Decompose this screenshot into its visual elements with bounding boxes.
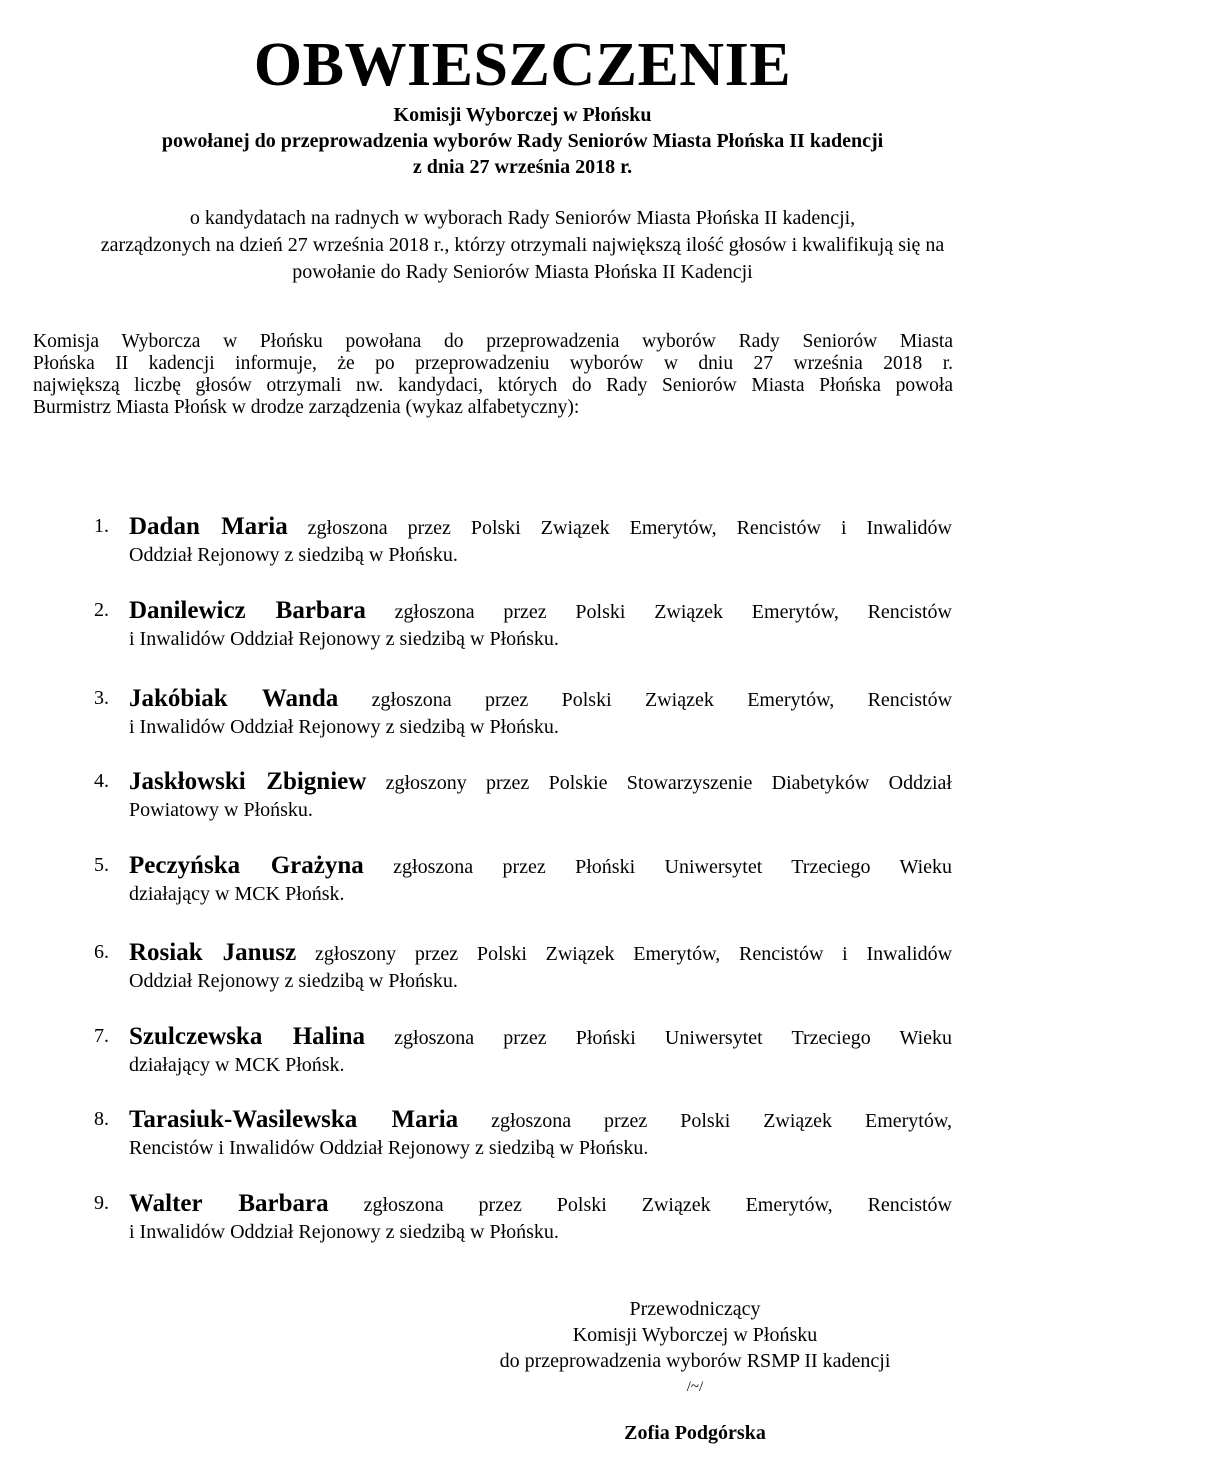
candidate-name: Walter Barbara — [129, 1190, 329, 1217]
candidate-number: 7. — [94, 1025, 109, 1047]
candidate-item — [94, 685, 952, 741]
notice-title: OBWIESZCZENIE — [253, 31, 792, 99]
subject-line: powołanie do Rady Seniorów Miasta Płońska II Kadencji — [292, 261, 753, 283]
candidate-number: 8. — [94, 1108, 109, 1130]
candidate-nomination: zgłoszona przez Płoński Uniwersytet Trzeciego Wieku — [394, 1027, 953, 1049]
candidate-name: Szulczewska Halina — [129, 1023, 365, 1050]
intro-line: Komisja Wyborcza w Płońsku powołana do przeprowadzenia wyborów Rady Seniorów Miasta — [33, 331, 953, 352]
candidate-number: 4. — [94, 770, 109, 792]
candidate-nomination-cont: Rencistów i Inwalidów Oddział Rejonowy z siedzibą w Płońsku. — [129, 1137, 649, 1159]
candidate-number: 6. — [94, 941, 109, 963]
candidate-nomination-cont: i Inwalidów Oddział Rejonowy z siedzibą w Płońsku. — [129, 1221, 559, 1243]
candidate-item — [94, 852, 952, 908]
candidate-number: 1. — [94, 515, 109, 537]
signer-name: Zofia Podgórska — [624, 1422, 766, 1444]
subtitle-line: powołanej do przeprowadzenia wyborów Rady Seniorów Miasta Płońska II kadencji — [161, 130, 884, 152]
candidate-name: Jakóbiak Wanda — [129, 685, 339, 712]
candidate-nomination-cont: działający w MCK Płońsk. — [129, 1054, 345, 1076]
candidate-nomination: zgłoszona przez Polski Związek Emerytów, Rencistów — [371, 689, 953, 711]
candidate-number: 2. — [94, 599, 109, 621]
candidate-name: Jaskłowski Zbigniew — [129, 768, 367, 795]
candidate-name: Rosiak Janusz — [129, 939, 297, 966]
candidate-item — [94, 513, 952, 569]
candidate-name: Tarasiuk-Wasilewska Maria — [129, 1106, 459, 1133]
candidate-nomination-cont: i Inwalidów Oddział Rejonowy z siedzibą w Płońsku. — [129, 628, 559, 650]
candidate-number: 9. — [94, 1192, 109, 1214]
candidate-nomination-cont: działający w MCK Płońsk. — [129, 883, 345, 905]
intro-line: Płońska II kadencji informuje, że po przeprowadzeniu wyborów w dniu 27 września 2018 r. — [33, 353, 953, 374]
intro-line: Burmistrz Miasta Płońsk w drodze zarządzenia (wykaz alfabetyczny): — [33, 397, 580, 418]
candidate-item — [94, 1106, 952, 1162]
candidate-nomination-cont: Oddział Rejonowy z siedzibą w Płońsku. — [129, 544, 458, 566]
candidate-item — [94, 1023, 952, 1079]
candidate-number: 3. — [94, 687, 109, 709]
candidate-nomination: zgłoszony przez Polskie Stowarzyszenie Diabetyków Oddział — [385, 772, 952, 794]
signature-line: Komisji Wyborczej w Płońsku — [572, 1324, 818, 1346]
candidate-item — [94, 1190, 952, 1246]
signature-block — [465, 1296, 925, 1446]
candidate-number: 5. — [94, 854, 109, 876]
intro-line: największą liczbę głosów otrzymali nw. kandydaci, których do Rady Seniorów Miasta Płońska powoła — [33, 375, 953, 396]
subtitle-line: z dnia 27 września 2018 r. — [412, 156, 633, 178]
candidate-nomination: zgłoszona przez Polski Związek Emerytów, Rencistów — [363, 1194, 953, 1216]
intro-paragraph — [33, 331, 953, 419]
subtitle-line: Komisji Wyborczej w Płońsku — [393, 104, 652, 126]
subject-line: o kandydatach na radnych w wyborach Rady Seniorów Miasta Płońska II kadencji, — [189, 207, 856, 229]
signature-line: Przewodniczący — [629, 1298, 761, 1320]
candidate-nomination: zgłoszona przez Polski Związek Emerytów, Rencistów — [394, 601, 952, 623]
subject-line: zarządzonych na dzień 27 września 2018 r., którzy otrzymali największą ilość głosów i kwalifikują się na — [100, 234, 945, 256]
candidate-nomination: zgłoszona przez Polski Związek Emerytów, — [491, 1110, 953, 1132]
candidate-item — [94, 768, 952, 824]
candidate-nomination: zgłoszony przez Polski Związek Emerytów, Rencistów i Inwalidów — [315, 943, 953, 965]
candidate-item — [94, 597, 952, 653]
candidate-name: Danilewicz Barbara — [129, 597, 366, 624]
candidate-nomination: zgłoszona przez Polski Związek Emerytów, Rencistów i Inwalidów — [307, 517, 952, 539]
signature-mark: /~/ — [686, 1379, 704, 1395]
notice-subtitle — [0, 102, 1045, 180]
candidate-nomination-cont: Powiatowy w Płońsku. — [129, 799, 313, 821]
signature-line: do przeprowadzenia wyborów RSMP II kadencji — [499, 1350, 891, 1372]
notice-subject — [0, 205, 1045, 286]
candidate-nomination: zgłoszona przez Płoński Uniwersytet Trzeciego Wieku — [393, 856, 953, 878]
candidate-nomination-cont: i Inwalidów Oddział Rejonowy z siedzibą w Płońsku. — [129, 716, 559, 738]
candidate-name: Peczyńska Grażyna — [129, 852, 364, 879]
candidate-item — [94, 939, 952, 995]
candidate-nomination-cont: Oddział Rejonowy z siedzibą w Płońsku. — [129, 970, 458, 992]
candidate-name: Dadan Maria — [129, 513, 288, 540]
